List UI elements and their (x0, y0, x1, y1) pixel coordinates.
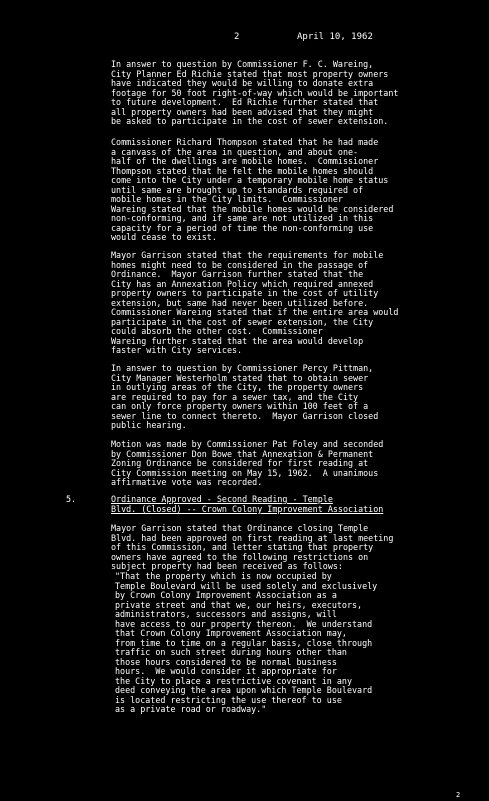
paragraph-westerholm-sewer: In answer to question by Commissioner Percy Pittman, City Manager Westerholm stated that to obtain sewer in outlying areas of the City, the property owners are required to pay for a sewer tax, and the City can only force property owners within 100 feet of a sewer line to connect thereto. Mayor Garrison closed public hearing. (111, 363, 379, 430)
item-title-line2: Blvd. (Closed) -- Crown Colony Improvement Association (111, 504, 384, 514)
paragraph-mayor-mobile-homes: Mayor Garrison stated that the requirements for mobile homes might need to be considered in the passage of Ordinance. Mayor Garrison further stated that the City has an Annexation Policy which required annexed property owners to participate in the cost of utility extension, but same had never been utilized before. Commissioner Wareing stated that if the entire area would participate in the cost of sewer extension, the City could absorb the other cost. Commissioner Wareing further stated that the area would develop faster with City services. (111, 250, 399, 355)
paragraph-motion: Motion was made by Commissioner Pat Foley and seconded by Commissioner Don Bowe that Annexation & Permanent Zoning Ordinance be considered for first reading at City Commission meeting on May 15, 1962. A unanimous affirmative vote was recorded. (111, 439, 384, 487)
meeting-date: April 10, 1962 (297, 32, 373, 42)
paragraph-thompson-canvass: Commissioner Richard Thompson stated that he had made a canvass of the area in question, and about one- half of the dwellings are mobile homes. Commissioner Thompson stated that he felt the mobile homes should come into the City under a temporary mobile home status until same are brought up to standards required of mobile homes in the City limits. Commissioner Wareing stated that the mobile homes would be considered non-conforming, and if same are not utilized in this capacity for a period of time the non-conforming use would cease to exist. (111, 137, 394, 242)
item-number: 5. (66, 494, 77, 504)
paragraph-temple-blvd: Mayor Garrison stated that Ordinance closing Temple Blvd. had been approved on first reading at last meeting of this Commission, and letter stating that property owners have agreed to the following restrictions on subject property had been received as follows: (111, 523, 394, 571)
item-title-line1: Ordinance Approved - Second Reading - Temple (111, 494, 333, 504)
restriction-quote: "That the property which is now occupied by Temple Boulevard will be used solely and exclusively by Crown Colony Improvement Association as a private street and that we, our heirs, executors, administrators, successors and assigns, will have access to our property thereon. We understand that Crown Colony Improvement Association may, from time to time on a regular basis, close through traffic on such street during hours other than those hours considered to be normal business hours. We would consider it appropriate for the City to place a restrictive covenant in any deed conveying the area upon which Temple Boulevard is located restricting the use thereof to use as a private road or roadway." (115, 571, 378, 714)
page-mark: 2 (456, 791, 461, 799)
page-number: 2 (234, 32, 240, 42)
paragraph-richie-answer: In answer to question by Commissioner F. C. Wareing, City Planner Ed Richie stated that most property owners have indicated they would be willing to donate extra footage for 50 foot right-of-way which would be important to future development. Ed Richie further stated that all property owners had been advised that they might be asked to participate in the cost of sewer extension. (111, 59, 399, 126)
